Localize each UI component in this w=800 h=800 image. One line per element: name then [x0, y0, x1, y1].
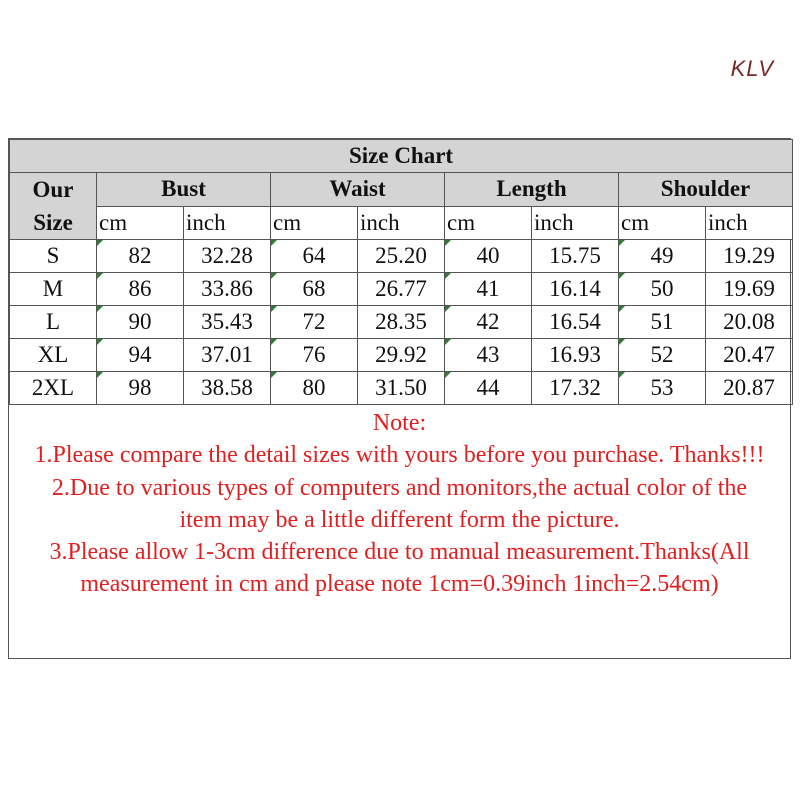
- brand-logo-text: KLV: [730, 56, 774, 81]
- size-label-cell: S: [10, 240, 97, 273]
- unit-cell: cm: [97, 206, 184, 240]
- unit-cell: inch: [706, 206, 793, 240]
- table-cell: 76: [271, 339, 358, 372]
- group-header-row: [10, 173, 793, 207]
- table-cell: 51: [619, 306, 706, 339]
- size-label-cell: M: [10, 273, 97, 306]
- note-line: 1.Please compare the detail sizes with yours before you purchase. Thanks!!!: [34, 442, 765, 469]
- unit-cell: cm: [445, 206, 532, 240]
- table-cell: 98: [97, 372, 184, 405]
- table-cell: 15.75: [532, 240, 619, 273]
- note-block: [9, 407, 790, 601]
- table-cell: 26.77: [358, 273, 445, 306]
- unit-cell: cm: [271, 206, 358, 240]
- size-label-cell: XL: [10, 339, 97, 372]
- table-row: [10, 273, 793, 306]
- table-row: [10, 240, 793, 273]
- table-row: [10, 339, 793, 372]
- table-cell: 80: [271, 372, 358, 405]
- table-cell: 86: [97, 273, 184, 306]
- table-cell: 49: [619, 240, 706, 273]
- table-cell: 82: [97, 240, 184, 273]
- unit-cell: cm: [619, 206, 706, 240]
- group-header-length: Length: [445, 173, 619, 207]
- table-cell: 16.14: [532, 273, 619, 306]
- table-cell: 25.20: [358, 240, 445, 273]
- table-cell: 31.50: [358, 372, 445, 405]
- table-cell: 41: [445, 273, 532, 306]
- unit-cell: inch: [532, 206, 619, 240]
- note-line: 3.Please allow 1-3cm difference due to manual measurement.Thanks(All: [49, 539, 750, 566]
- group-header-bust: Bust: [97, 173, 271, 207]
- table-cell: 17.32: [532, 372, 619, 405]
- group-header-waist: Waist: [271, 173, 445, 207]
- table-cell: 35.43: [184, 306, 271, 339]
- table-cell: 72: [271, 306, 358, 339]
- size-chart-panel: [8, 138, 791, 659]
- table-cell: 20.47: [706, 339, 793, 372]
- note-line: item may be a little different form the picture.: [179, 506, 620, 533]
- table-cell: 90: [97, 306, 184, 339]
- table-cell: 29.92: [358, 339, 445, 372]
- size-header-line-2: Size: [33, 210, 73, 235]
- table-cell: 33.86: [184, 273, 271, 306]
- table-cell: 28.35: [358, 306, 445, 339]
- table-cell: 44: [445, 372, 532, 405]
- table-row: [10, 372, 793, 405]
- size-label-cell: 2XL: [10, 372, 97, 405]
- table-cell: 32.28: [184, 240, 271, 273]
- unit-header-row: [10, 206, 793, 240]
- table-cell: 19.29: [706, 240, 793, 273]
- note-line: measurement in cm and please note 1cm=0.39inch 1inch=2.54cm): [80, 571, 719, 598]
- title-row: [10, 140, 793, 173]
- size-chart-table: [9, 139, 793, 405]
- note-line: 2.Due to various types of computers and monitors,the actual color of the: [51, 474, 748, 501]
- unit-cell: inch: [358, 206, 445, 240]
- table-cell: 68: [271, 273, 358, 306]
- table-cell: 20.87: [706, 372, 793, 405]
- chart-title: Size Chart: [10, 140, 793, 173]
- table-cell: 40: [445, 240, 532, 273]
- table-cell: 43: [445, 339, 532, 372]
- table-cell: 52: [619, 339, 706, 372]
- table-cell: 42: [445, 306, 532, 339]
- table-cell: 19.69: [706, 273, 793, 306]
- table-cell: 20.08: [706, 306, 793, 339]
- unit-cell: inch: [184, 206, 271, 240]
- table-cell: 37.01: [184, 339, 271, 372]
- size-column-header: [10, 173, 97, 240]
- table-cell: 64: [271, 240, 358, 273]
- table-cell: 53: [619, 372, 706, 405]
- size-header-line-1: Our: [32, 177, 74, 202]
- group-header-shoulder: Shoulder: [619, 173, 793, 207]
- table-cell: 50: [619, 273, 706, 306]
- table-cell: 16.93: [532, 339, 619, 372]
- table-row: [10, 306, 793, 339]
- table-cell: 38.58: [184, 372, 271, 405]
- note-heading: Note:: [372, 410, 427, 436]
- table-cell: 16.54: [532, 306, 619, 339]
- table-cell: 94: [97, 339, 184, 372]
- size-label-cell: L: [10, 306, 97, 339]
